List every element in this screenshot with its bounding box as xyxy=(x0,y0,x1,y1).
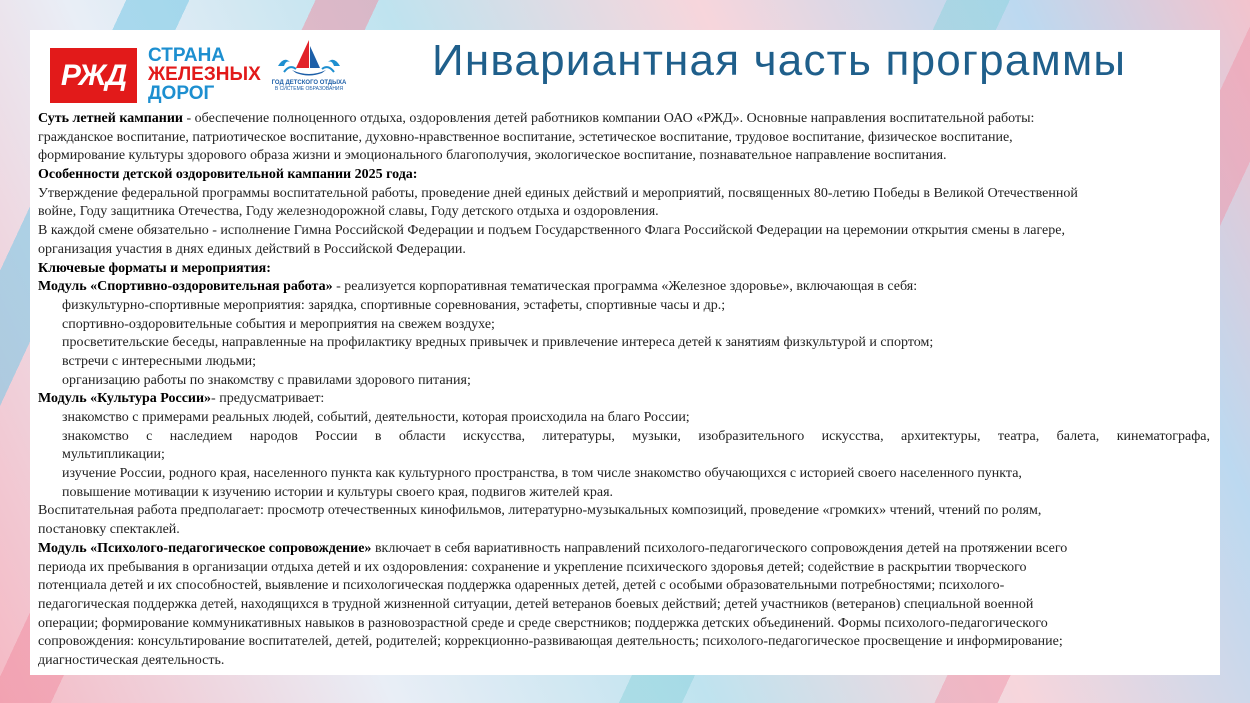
text-line xyxy=(38,521,1210,540)
bold-heading: Суть летней кампании xyxy=(38,111,183,126)
text-line xyxy=(38,278,1210,297)
line-text: знакомство с примерами реальных людей, событий, деятельности, которая происходила на благо России; xyxy=(62,410,690,425)
strana-zheleznyh-dorog-logo xyxy=(148,46,261,103)
line-text: физкультурно-спортивные мероприятия: зарядка, спортивные соревнования, эстафеты, спортивные часы и др.; xyxy=(62,297,726,313)
text-line xyxy=(38,260,1210,279)
text-line xyxy=(38,390,1210,409)
text-line xyxy=(38,241,1210,260)
line-text: войне, Году защитника Отечества, Году железнодорожной славы, Году детского отдыха и оздоровления. xyxy=(38,204,659,220)
logo-word: ДОРОГ xyxy=(148,83,215,104)
text-line xyxy=(38,166,1210,185)
slide-body-text xyxy=(38,110,1210,671)
line-text: гражданское воспитание, патриотическое воспитание, духовно-нравственное воспитание, эстетическое воспитание, трудовое воспитание, физическое воспитание, xyxy=(38,129,1013,145)
text-line xyxy=(38,540,1210,559)
line-text: включает в себя вариативность направлений психолого-педагогического сопровождения детей на протяжении всего xyxy=(371,540,1068,556)
bullet-line xyxy=(38,428,1210,447)
line-text: знакомство с наследием народов России в области искусства, литературы, музыки, изобразительного искусства, архитектуры, театра, балета, кинематографа, xyxy=(62,428,1210,444)
line-text: сопровождения: консультирование воспитателей, детей, родителей; коррекционно-развивающая деятельность; психолого-педагогическое просвещение и информирование; xyxy=(38,634,1063,650)
line-text: Утверждение федеральной программы воспитательной работы, проведение дней единых действий и мероприятий, посвященных 80-летию Победы в Великой Отечественной xyxy=(38,185,1078,201)
year-of-childrens-rest-logo xyxy=(266,38,352,98)
logo-subcaption: В СИСТЕМЕ ОБРАЗОВАНИЯ xyxy=(274,86,344,92)
line-text: организация участия в днях единых действий в Российской Федерации. xyxy=(38,241,466,257)
text-line xyxy=(38,185,1210,204)
bullet-line xyxy=(38,409,1210,428)
text-line xyxy=(38,110,1210,129)
text-line xyxy=(38,652,1210,671)
line-text: диагностическая деятельность. xyxy=(38,652,225,668)
line-text: потенциала детей и их способностей, выявление и психологическая поддержка одаренных детей, детей с особыми образовательными потребностями; психолого- xyxy=(38,578,1005,594)
line-text: просветительские беседы, направленные на профилактику вредных привычек и привлечение интереса детей к занятиям физкультурой и спортом; xyxy=(62,335,934,351)
line-text: периода их пребывания в организации отдыха детей и их оздоровления: сохранение и укрепление психического здоровья детей; содействие в раскрытии творческого xyxy=(38,559,1027,575)
text-line xyxy=(38,577,1210,596)
bold-heading: Модуль «Спортивно-оздоровительная работа» xyxy=(38,279,333,295)
line-text: В каждой смене обязательно - исполнение Гимна Российской Федерации и подъем Государственного Флага Российской Федерации на церемонии открытия смены в лагере, xyxy=(38,223,1065,239)
line-text: изучение России, родного края, населенного пункта как культурного пространства, в том числе знакомство обучающихся с историей своего населенного пункта, xyxy=(62,466,1022,482)
bold-heading: Ключевые форматы и мероприятия: xyxy=(38,260,271,276)
text-line xyxy=(38,147,1210,166)
bold-heading: Особенности детской оздоровительной кампании 2025 года: xyxy=(38,167,418,183)
line-text: спортивно-оздоровительные события и мероприятия на свежем воздухе; xyxy=(62,316,495,332)
bullet-line xyxy=(38,484,1210,503)
logo-caption: ГОД ДЕТСКОГО ОТДЫХА xyxy=(271,80,347,86)
bullet-line xyxy=(38,297,1210,316)
line-text: операции; формирование коммуникативных навыков в разновозрастной среде и среде сверстников; поддержка детских объединений. Формы психолого-педагогического xyxy=(38,615,1048,631)
text-line xyxy=(38,203,1210,222)
line-text: - обеспечение полноценного отдыха, оздоровления детей работников компании ОАО «РЖД». Основные направления воспитательной работы: xyxy=(183,111,1035,126)
line-text: формирование культуры здорового образа жизни и эмоционального благополучия, экологическое воспитание, познавательное направление воспитания. xyxy=(38,148,947,164)
sailboat-icon xyxy=(274,38,344,80)
line-text: - реализуется корпоративная тематическая программа «Железное здоровье», включающая в себя: xyxy=(332,279,918,295)
text-line xyxy=(38,615,1210,634)
bullet-line xyxy=(38,446,1210,465)
rzd-logo xyxy=(50,48,137,103)
line-text: повышение мотивации к изучению истории и культуры своего края, подвигов жителей края. xyxy=(62,484,614,500)
line-text: Воспитательная работа предполагает: просмотр отечественных кинофильмов, литературно-музыкальных композиций, проведение «громких» чтений, чтений по ролям, xyxy=(38,503,1042,519)
bullet-line xyxy=(38,316,1210,335)
bullet-line xyxy=(38,353,1210,372)
bold-heading: Модуль «Психолого-педагогическое сопровождение» xyxy=(38,540,372,556)
text-line xyxy=(38,502,1210,521)
line-text: мультипликации; xyxy=(62,447,165,463)
line-text: - предусматривает: xyxy=(211,391,325,407)
bold-heading: Модуль «Культура России» xyxy=(38,391,212,407)
line-text: педагогическая поддержка детей, находящихся в трудной жизненной ситуации, детей ветеранов боевых действий; детей участников (ветеранов) специальной военной xyxy=(38,596,1034,612)
bullet-line xyxy=(38,372,1210,391)
logo-word: ЖЕЛЕЗНЫХ xyxy=(148,64,261,85)
bullet-line xyxy=(38,334,1210,353)
text-line xyxy=(38,129,1210,148)
rzd-logo-text: РЖД xyxy=(60,58,127,92)
text-line xyxy=(38,633,1210,652)
line-text: встречи с интересными людьми; xyxy=(62,353,256,369)
text-line xyxy=(38,596,1210,615)
bullet-line xyxy=(38,465,1210,484)
line-text: организацию работы по знакомству с правилами здорового питания; xyxy=(62,372,471,388)
line-text: постановку спектаклей. xyxy=(38,522,180,538)
page-title: Инвариантная часть программы xyxy=(432,36,1127,85)
logo-word: СТРАНА xyxy=(148,45,226,66)
text-line xyxy=(38,559,1210,578)
text-line xyxy=(38,222,1210,241)
